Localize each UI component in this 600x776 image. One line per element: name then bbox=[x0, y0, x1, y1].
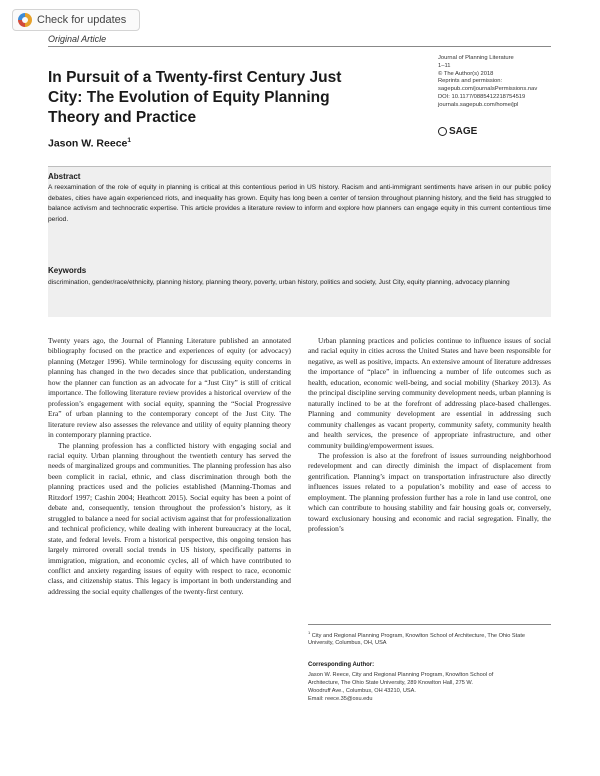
corresponding-author-details bbox=[308, 671, 551, 703]
doi[interactable]: DOI: 10.1177/0885412218754519 bbox=[438, 93, 526, 100]
article-title: In Pursuit of a Twenty-first Century Just City: The Evolution of Equity Planning Theory and Practice bbox=[48, 69, 342, 126]
footnote-mark: 1 bbox=[308, 630, 311, 635]
body-paragraph: Twenty years ago, the Journal of Planning Literature published an annotated bibliography focused on the practice and experiences of equity (or advocacy) planning (Metzger 1996). While terminology for discussing equity concerns in planning has changed in the two decades since that publication, understanding how the planner can function as an advocate for a “Just City” is still of critical importance. The following literature review provides a historical overview of the profession’s engagement with social equity, spanning the “Social Progressive Era” of urban planning to the contemporary concept of the Just City. The literature review also assesses the relevance and utility of equity planning theory in contemporary planning practice. bbox=[48, 336, 291, 440]
footnote-rule bbox=[308, 624, 551, 625]
author-name bbox=[48, 137, 131, 150]
keywords-heading: Keywords bbox=[48, 266, 87, 275]
copyright: © The Author(s) 2018 bbox=[438, 70, 494, 77]
body-paragraph: The planning profession has a conflicted history with engaging social and racial equity. Urban planning throughout the twentieth century has served the needs of marginalized groups and communities. The planning profession has also been complicit in racial, ethnic, and class discrimination through both the planning practices used and the policies established (Manning-Thomas and Ritzdorf 1997; Cashin 2004; Heathcott 2015). Social equity has been a point of debate and, consequently, tension throughout the profession’s history, as it struggled to balance a need for social activism against that for professionalization and technical proficiency, while dealing with inherent bureaucracy at the local, state, and federal levels. From a historical perspective, this ongoing tension has largely mirrored overall social trends in US history, specifically patterns in immigration, migration, and economic cycles, all of which have contributed to conflict and anxiety regarding issues of equity with respect to race, economic class, and citizenship status. This legacy is important in both understanding and addressing the social equity challenges of the twenty-first century. bbox=[48, 440, 291, 596]
body-column-right bbox=[308, 336, 551, 535]
header-rule bbox=[48, 46, 551, 47]
journal-metadata bbox=[438, 55, 578, 110]
body-paragraph: Urban planning practices and policies continue to influence issues of social and racial equity in cities across the United States and have been responsible for negative, as well as positive, impacts. An extensive amount of literature addresses the importance of “place” in influencing a number of life outcomes such as health, education, economic well-being, and social mobility (Sharkey 2013). As the principal discipline serving community development needs, urban planning is naturally inclined to be at the forefront of addressing place-based challenges. Planning and community development are essential in addressing such community challenges as vacant property, community safety, community health and health services, the presence of appropriate infrastructure, and other community building/empowerment issues. bbox=[308, 336, 551, 450]
check-for-updates-badge[interactable] bbox=[12, 9, 140, 31]
corresponding-line: Woodruff Ave., Columbus, OH 43210, USA. bbox=[308, 688, 416, 694]
page-range: 1–11 bbox=[438, 62, 451, 69]
abstract-text: A reexamination of the role of equity in planning is critical at this contentious period in US history. Racism and anti-immigrant sentiments have arisen in our public policy debates, cities have again experienced riots, and inequality has grown. Equity has long been a center of tension throughout planning history, and the field has struggled to balance activism and technocratic expertise. This article provides a literature review to inform and explore how planners can engage equity in this current contentious time period. bbox=[48, 184, 551, 223]
affiliation-footnote bbox=[308, 629, 551, 648]
sage-logo bbox=[438, 126, 477, 137]
article-type-label: Original Article bbox=[48, 34, 107, 44]
reprints-label: Reprints and permission: bbox=[438, 78, 503, 85]
permissions-link[interactable]: sagepub.com/journalsPermissions.nav bbox=[438, 86, 538, 93]
body-paragraph: The profession is also at the forefront of issues surrounding neighborhood redevelopment and can directly diminish the impact of displacement from gentrification. Planning’s impact on transportation infrastructure also directly influences issues related to a population’s mobility and ease of access to employment. The planning profession further has a role in land use control, one which can contribute to housing stability and fair housing goals or, conversely, toward exclusionary housing and economic and racial segregation. Finally, the profession’s bbox=[308, 450, 551, 534]
footnote-text: City and Regional Planning Program, Knowlton School of Architecture, The Ohio State University, Columbus, OH, USA bbox=[308, 632, 525, 647]
abstract-heading: Abstract bbox=[48, 172, 81, 181]
check-for-updates-label: Check for updates bbox=[37, 14, 127, 26]
crossmark-icon bbox=[18, 13, 32, 27]
journal-name: Journal of Planning Literature bbox=[438, 55, 514, 61]
corresponding-line: Architecture, The Ohio State University, 289 Knowlton Hall, 275 W. bbox=[308, 680, 473, 686]
sage-wordmark: SAGE bbox=[449, 126, 478, 137]
author-affiliation-mark: 1 bbox=[127, 137, 131, 144]
sage-mark-icon bbox=[438, 127, 447, 136]
corresponding-line: Jason W. Reece, City and Regional Planning Program, Knowlton School of bbox=[308, 672, 494, 678]
author-name-text: Jason W. Reece bbox=[48, 137, 128, 150]
body-column-left bbox=[48, 336, 291, 597]
journal-home-link[interactable]: journals.sagepub.com/home/jpl bbox=[438, 101, 519, 108]
corresponding-email[interactable]: Email: reece.35@osu.edu bbox=[308, 696, 373, 702]
corresponding-author-heading: Corresponding Author: bbox=[308, 662, 375, 668]
keywords-text: discrimination, gender/race/ethnicity, planning history, planning theory, poverty, urban history, politics and society, Just City, equity planning, advocacy planning bbox=[48, 279, 510, 286]
